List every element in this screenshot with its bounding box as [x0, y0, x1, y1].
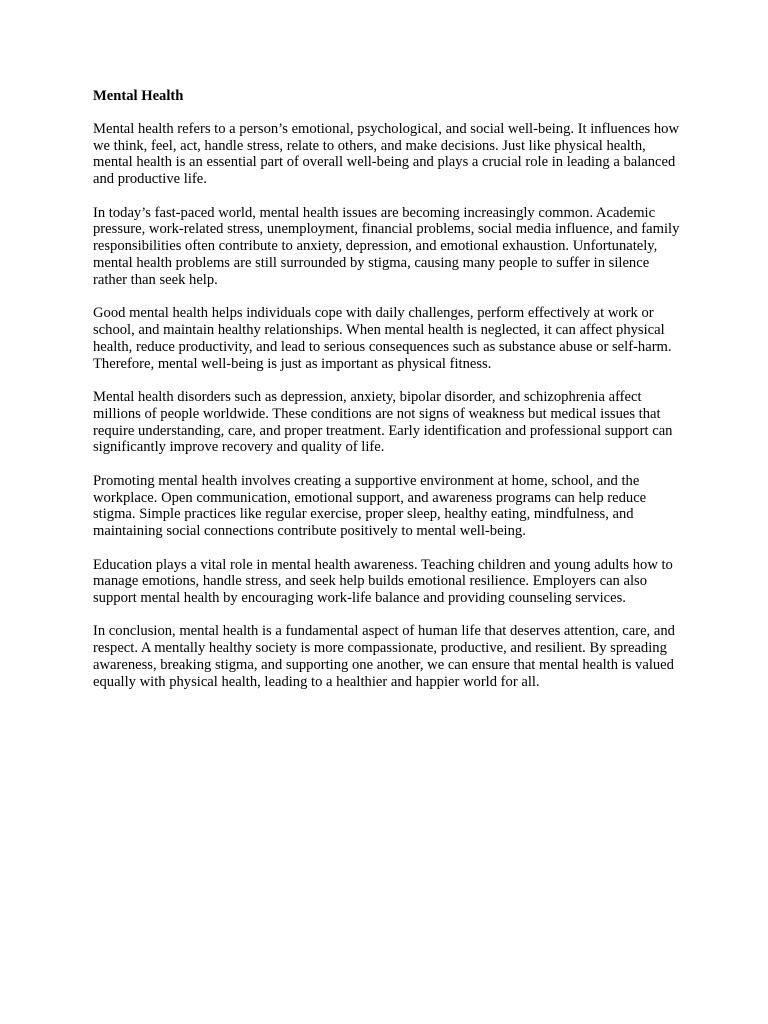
paragraph-1: Mental health refers to a person’s emotional, psychological, and social well-being. It influences how we think, feel, act, handle stress, relate to others, and make decisions. Just like physical health, mental health is an essential part of overall well-being and plays a crucial role in leading a balanced and productive life.: [93, 120, 680, 188]
document-title: Mental Health: [93, 88, 184, 104]
document-body: [93, 88, 683, 707]
paragraph-6: Education plays a vital role in mental health awareness. Teaching children and young adults how to manage emotions, handle stress, and seek help builds emotional resilience. Employers can also support mental health by encouraging work-life balance and providing counseling services.: [93, 556, 673, 607]
paragraph-3: Good mental health helps individuals cope with daily challenges, perform effectively at work or school, and maintain healthy relationships. When mental health is neglected, it can affect physical health, reduce productivity, and lead to serious consequences such as substance abuse or self-harm. Therefore, mental well-being is just as important as physical fitness.: [93, 305, 672, 372]
paragraph-7: In conclusion, mental health is a fundamental aspect of human life that deserves attention, care, and respect. A mentally healthy society is more compassionate, productive, and resilient. By spreading awareness, breaking stigma, and supporting one another, we can ensure that mental health is valued equally with physical health, leading to a healthier and happier world for all.: [93, 623, 675, 690]
paragraph-5: Promoting mental health involves creating a supportive environment at home, school, and the workplace. Open communication, emotional support, and awareness programs can help reduce stigma. Simple practices like regular exercise, proper sleep, healthy eating, mindfulness, and maintaining social connections contribute positively to mental well-being.: [93, 472, 647, 540]
paragraph-2: In today’s fast-paced world, mental health issues are becoming increasingly common. Academic pressure, work-related stress, unemployment, financial problems, social media influence, and family responsibilities often contribute to anxiety, depression, and emotional exhaustion. Unfortunately, mental health problems are still surrounded by stigma, causing many people to suffer in silence rather than seek help.: [93, 204, 680, 288]
paragraph-4: Mental health disorders such as depression, anxiety, bipolar disorder, and schizophrenia affect millions of people worldwide. These conditions are not signs of weakness but medical issues that require understanding, care, and proper treatment. Early identification and professional support can significantly improve recovery and quality of life.: [93, 388, 673, 456]
